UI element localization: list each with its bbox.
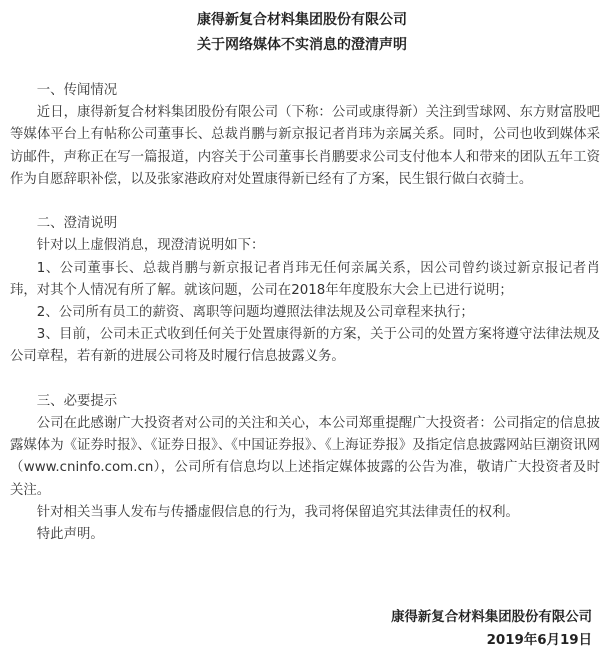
document-title-line2: 关于网络媒体不实消息的澄清声明 [197,37,407,53]
section2-item-2: 2、公司所有员工的薪资、离职等问题均遵照法律法规及公司章程来执行； [36,305,474,321]
document-title-line1: 康得新复合材料集团股份有限公司 [197,12,407,28]
section1-paragraph: 近日，康得新复合材料集团股份有限公司（下称：公司或康得新）关注到雪球网、东方财富股吧等媒体平台上有帖称公司董事长、总裁肖鹏与新京报记者肖玮为亲属关系。同时，公司也收到媒体采访邮件，声称正在写一篇报道，内容关于公司董事长肖鹏要求公司支付他本人和带来的团队五年工资作为自愿辞职补偿，以及张家港政府对处置康得新已经有了方案，民生银行做白衣骑士。 [10,105,600,187]
section3-paragraph-2: 针对相关当事人发布与传播虚假信息的行为，我司将保留追究其法律责任的权利。 [36,504,519,520]
closing-statement: 特此声明。 [36,527,104,543]
section2-intro: 针对以上虚假消息，现澄清说明如下： [36,238,265,254]
section2-item-3: 3、目前，公司未正式收到任何关于处置康得新的方案，关于公司的处置方案将遵守法律法规及公司章程，若有新的进展公司将及时履行信息披露义务。 [10,327,600,365]
document-body [10,80,600,546]
section1-heading: 一、传闻情况 [36,83,118,98]
signature-date: 2019年6月19日 [486,633,592,648]
section2-item-1: 1、公司董事长、总裁肖鹏与新京报记者肖玮无任何亲属关系，因公司曾约谈过新京报记者肖玮，对其个人情况有所了解。就该问题，公司在2018年年度股东大会上已进行说明； [10,260,600,298]
section3-heading: 三、必要提示 [36,393,118,409]
section3-paragraph-1: 公司在此感谢广大投资者对公司的关注和关心，本公司郑重提醒广大投资者：公司指定的信息披露媒体为《证券时报》、《证券日报》、《中国证券报》、《上海证券报》及指定信息披露网站巨潮资讯网（www.cninfo.com.cn），公司所有信息均以上述指定媒体披露的公告为准，敬请广大投资者及时关注。 [10,416,600,498]
signature-company: 康得新复合材料集团股份有限公司 [391,610,592,625]
section2-heading: 二、澄清说明 [36,216,118,232]
